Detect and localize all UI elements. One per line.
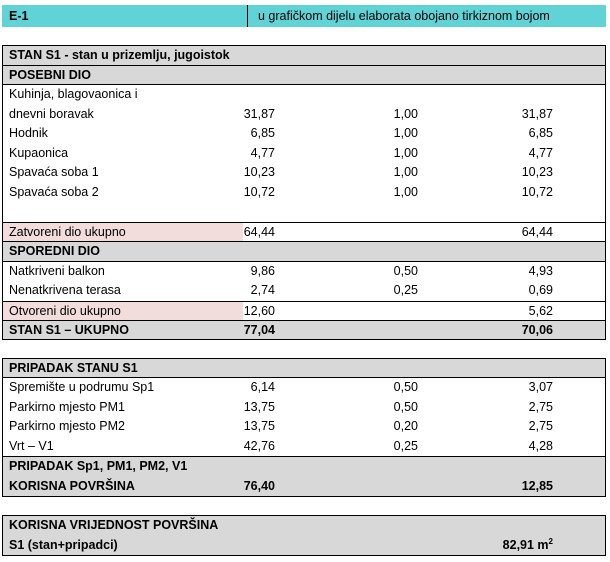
stan-title-row <box>2 45 606 65</box>
room-name: Kupaonica <box>9 145 69 160</box>
room-area: 9,86 <box>250 263 275 278</box>
otvoreni-row <box>2 301 606 321</box>
room-coef: 0,50 <box>393 263 418 278</box>
item-total: 2,75 <box>528 399 553 414</box>
table-row <box>3 262 605 282</box>
room-total: 31,87 <box>521 106 553 121</box>
room-total: 10,23 <box>521 165 553 179</box>
stan-ukupno-label: STAN S1 – UKUPNO <box>9 323 129 337</box>
korisna-label: KORISNA VRIJEDNOST POVRŠINA <box>9 518 219 532</box>
room-total: 10,72 <box>521 184 553 199</box>
room-coef: 1,00 <box>393 126 418 140</box>
empty-row <box>3 202 605 222</box>
room-name: Spavaća soba 2 <box>9 184 99 199</box>
header-code: E-1 <box>2 5 248 27</box>
pripadak-sum-area: 76,40 <box>243 478 275 493</box>
item-coef: 0,20 <box>393 419 418 433</box>
item-name: Vrt – V1 <box>9 438 54 453</box>
korisna-number: 82,91 m <box>502 537 549 552</box>
posebni-title-row <box>2 65 606 85</box>
header-row <box>2 5 606 27</box>
item-area: 13,75 <box>243 399 275 414</box>
zatvoreni-row <box>2 222 606 242</box>
sporedni-title-row <box>2 241 606 261</box>
room-total: 6,85 <box>528 126 553 140</box>
item-total: 2,75 <box>528 419 553 433</box>
table-row <box>3 417 605 437</box>
area-table <box>2 5 606 556</box>
room-name: Nenatkrivena terasa <box>9 283 121 297</box>
table-row <box>3 378 605 398</box>
pripadak-sum-total: 12,85 <box>521 478 553 493</box>
item-name: Spremište u podrumu Sp1 <box>9 380 155 394</box>
stan-ukupno-area: 77,04 <box>243 323 275 337</box>
table-row <box>3 85 605 105</box>
table-row <box>3 144 605 164</box>
pripadak-title-row <box>2 358 606 378</box>
table-row <box>3 183 605 203</box>
table-row <box>3 437 605 457</box>
room-coef: 1,00 <box>393 165 418 179</box>
zatvoreni-total: 64,44 <box>521 224 553 239</box>
stan-ukupno-total: 70,06 <box>521 323 553 337</box>
room-total: 4,77 <box>528 145 553 160</box>
room-total: 4,93 <box>528 263 553 278</box>
korisna-row2 <box>3 536 605 556</box>
pripadak-sum-label2: KORISNA POVRŠINA <box>9 478 135 493</box>
pripadak-sum-row2 <box>3 477 605 497</box>
table-row <box>3 124 605 144</box>
room-area: 6,85 <box>250 126 275 140</box>
sporedni-title: SPOREDNI DIO <box>9 244 100 258</box>
room-name: dnevni boravak <box>9 106 94 121</box>
spacer <box>2 340 606 358</box>
pripadak-title: PRIPADAK STANU S1 <box>9 360 138 375</box>
item-coef: 0,50 <box>393 399 418 414</box>
item-area: 6,14 <box>250 380 275 394</box>
pripadak-sum-block <box>2 456 606 497</box>
korisna-value <box>503 536 553 556</box>
table-row <box>3 398 605 418</box>
spacer <box>2 27 606 45</box>
unit-superscript: 2 <box>548 536 553 546</box>
zatvoreni-area: 64,44 <box>243 224 275 239</box>
stan-ukupno-row <box>2 320 606 340</box>
room-name: Natkriveni balkon <box>9 263 105 278</box>
item-name: Parkirno mjesto PM1 <box>9 399 126 414</box>
item-coef: 0,25 <box>393 438 418 453</box>
room-coef: 0,25 <box>393 283 418 297</box>
pripadak-sum-row1 <box>3 457 605 477</box>
room-area: 10,72 <box>243 184 275 199</box>
room-area: 4,77 <box>250 145 275 160</box>
item-name: Parkirno mjesto PM2 <box>9 419 126 433</box>
table-row <box>3 281 605 301</box>
room-coef: 1,00 <box>393 106 418 121</box>
room-name-line1: Kuhinja, blagovaonica i <box>9 87 138 101</box>
room-name: Hodnik <box>9 126 48 140</box>
sporedni-block <box>2 261 606 301</box>
room-area: 31,87 <box>243 106 275 121</box>
otvoreni-label: Otvoreni dio ukupno <box>9 303 121 318</box>
pripadak-block <box>2 377 606 456</box>
table-row <box>3 105 605 125</box>
room-coef: 1,00 <box>393 184 418 199</box>
otvoreni-total: 5,62 <box>528 303 553 318</box>
spacer <box>2 497 606 515</box>
pripadak-sum-label: PRIPADAK Sp1, PM1, PM2, V1 <box>9 459 188 473</box>
posebni-block <box>2 84 606 222</box>
item-area: 13,75 <box>243 419 275 433</box>
room-coef: 1,00 <box>393 145 418 160</box>
stan-title: STAN S1 - stan u prizemlju, jugoistok <box>9 48 230 62</box>
table-row <box>3 163 605 183</box>
item-total: 4,28 <box>528 438 553 453</box>
item-coef: 0,50 <box>393 380 418 394</box>
room-total: 0,69 <box>528 283 553 297</box>
room-area: 10,23 <box>243 165 275 179</box>
item-total: 3,07 <box>528 380 553 394</box>
korisna-row1 <box>3 516 605 536</box>
item-area: 42,76 <box>243 438 275 453</box>
otvoreni-area: 12,60 <box>243 303 275 318</box>
header-note: u grafičkom dijelu elaborata obojano tirkiznom bojom <box>248 5 606 27</box>
room-area: 2,74 <box>250 283 275 297</box>
posebni-title: POSEBNI DIO <box>9 67 91 82</box>
korisna-block <box>2 515 606 556</box>
korisna-label2: S1 (stan+pripadci) <box>9 537 118 552</box>
room-name: Spavaća soba 1 <box>9 165 99 179</box>
zatvoreni-label: Zatvoreni dio ukupno <box>9 224 126 239</box>
